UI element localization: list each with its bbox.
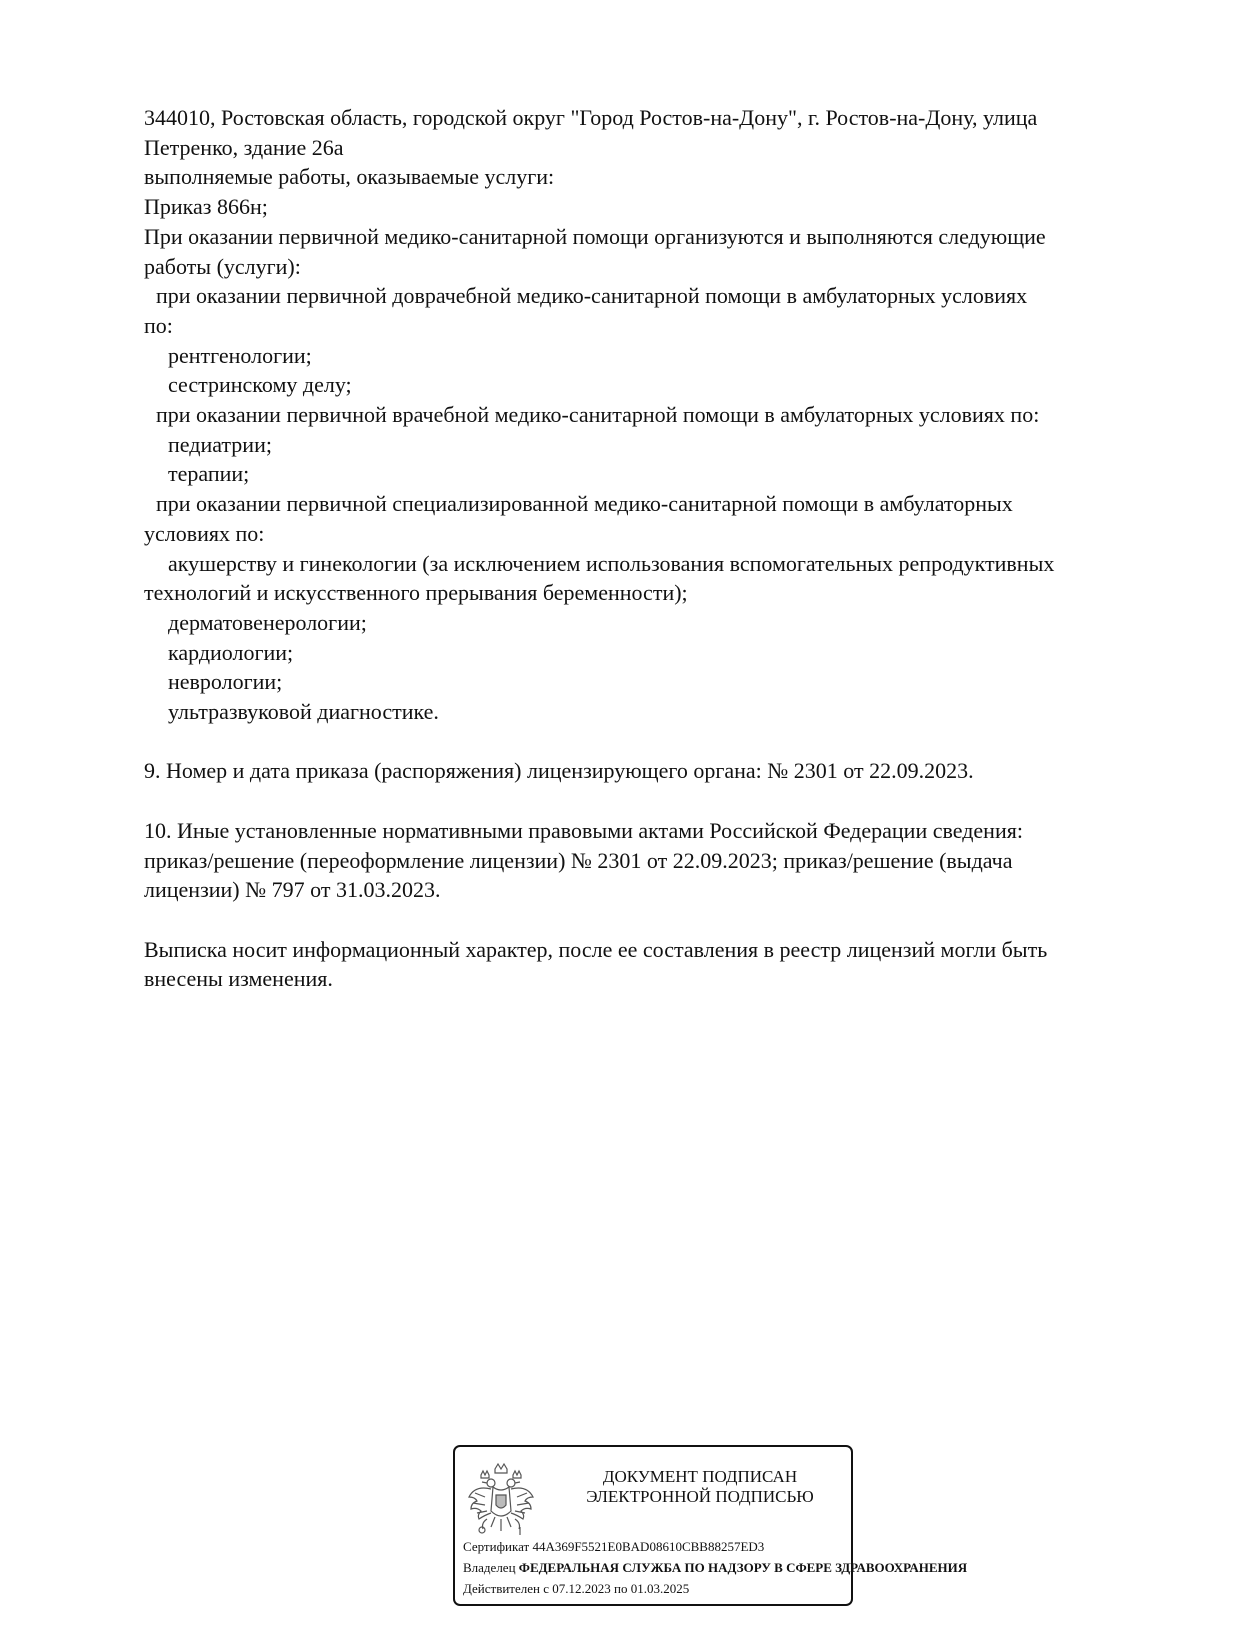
stamp-title-line-1: ДОКУМЕНТ ПОДПИСАН — [602, 1467, 798, 1486]
document-body — [144, 103, 1164, 994]
item-10-line-2: приказ/решение (переоформление лицензии) № 2301 от 22.09.2023; приказ/решение (выдача — [144, 847, 1013, 873]
address-line-1: 344010, Ростовская область, городской округ "Город Ростов-на-Дону", г. Ростов-на-Дону, улица — [144, 105, 1038, 130]
disclaimer-line-1: Выписка носит информационный характер, после ее составления в реестр лицензий могли быть — [144, 936, 1048, 962]
services-intro-line-2: работы (услуги): — [144, 253, 301, 279]
service-item: терапии; — [168, 461, 250, 487]
service-item: неврологии; — [168, 669, 283, 695]
specialized-care-line-1: при оказании первичной специализированной медико-санитарной помощи в амбулаторных — [156, 491, 1013, 517]
disclaimer-line-2: внесены изменения. — [144, 966, 333, 992]
item-10-line-3: лицензии) № 797 от 31.03.2023. — [144, 877, 441, 903]
service-item: акушерству и гинекологии (за исключением использования вспомогательных репродуктивных — [168, 550, 1055, 576]
certificate-label: Сертификат — [463, 1539, 530, 1554]
certificate-row — [463, 1536, 863, 1557]
service-item: ультразвуковой диагностике. — [168, 699, 439, 725]
address-line-2: Петренко, здание 26а — [144, 134, 344, 160]
service-item: дерматовенерологии; — [168, 609, 367, 635]
certificate-value: 44A369F5521E0BAD08610CBB88257ED3 — [532, 1539, 765, 1554]
validity-row: Действителен с 07.12.2023 по 01.03.2025 — [463, 1581, 690, 1596]
electronic-signature-stamp — [453, 1445, 968, 1606]
service-item-continuation: технологий и искусственного прерывания беременности); — [144, 580, 688, 606]
owner-value: ФЕДЕРАЛЬНАЯ СЛУЖБА ПО НАДЗОРУ В СФЕРЕ ЗДРАВООХРАНЕНИЯ — [518, 1560, 968, 1575]
russian-coat-of-arms-icon — [465, 1459, 537, 1537]
specialized-care-line-2: условиях по: — [144, 520, 265, 546]
physician-care-line: при оказании первичной врачебной медико-санитарной помощи в амбулаторных условиях по: — [156, 402, 1040, 428]
item-9-order-number: 9. Номер и дата приказа (распоряжения) лицензирующего органа: № 2301 от 22.09.2023. — [144, 758, 974, 784]
order-reference: Приказ 866н; — [144, 194, 268, 220]
stamp-title — [555, 1467, 845, 1507]
stamp-details — [463, 1536, 968, 1599]
paragraph-gap — [144, 905, 1164, 935]
item-10-line-1: 10. Иные установленные нормативными правовыми актами Российской Федерации сведения: — [144, 817, 1023, 843]
service-item: сестринскому делу; — [168, 372, 352, 398]
paragraph-gap — [144, 727, 1164, 757]
service-item: педиатрии; — [168, 431, 272, 457]
paragraph-gap — [144, 786, 1164, 816]
stamp-title-line-2: ЭЛЕКТРОННОЙ ПОДПИСЬЮ — [586, 1487, 814, 1506]
service-item: кардиологии; — [168, 639, 294, 665]
owner-row — [463, 1557, 968, 1578]
prehospital-care-line-2: по: — [144, 312, 173, 338]
works-heading: выполняемые работы, оказываемые услуги: — [144, 164, 555, 190]
owner-label: Владелец — [463, 1560, 516, 1575]
service-item: рентгенологии; — [168, 342, 312, 368]
prehospital-care-line-1: при оказании первичной доврачебной медико-санитарной помощи в амбулаторных условиях — [156, 283, 1028, 309]
services-intro-line-1: При оказании первичной медико-санитарной помощи организуются и выполняются следующие — [144, 223, 1046, 249]
